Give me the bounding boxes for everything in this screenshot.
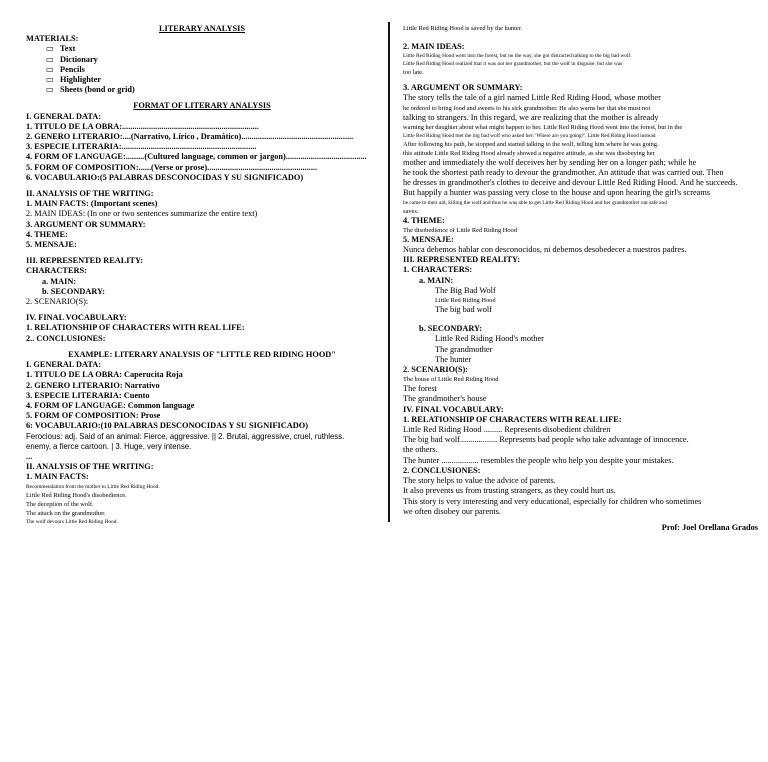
left-column: [26, 24, 378, 526]
format-line: b. SECONDARY:: [42, 286, 106, 296]
list-item: ▭ Sheets (bond or grid): [46, 85, 135, 95]
main-idea-line: Little Red Riding Hood realized that it was not her grandmother, but the wolf in disguise, but she was: [403, 61, 623, 68]
column-divider: [388, 22, 390, 522]
argument-line: talking to strangers. In this regard, we are realizing that the mother is already: [403, 112, 659, 122]
format-line: 1. MAIN FACTS: (Important scenes): [26, 199, 158, 209]
relationship-item: The hunter .................. resembles the people who help you despite your mistakes.: [403, 455, 674, 465]
example-line: 3. ESPECIE LITERARIA: Cuento: [26, 390, 150, 400]
main-ideas-heading: 2. MAIN IDEAS:: [403, 42, 465, 51]
reality-heading: III. REPRESENTED REALITY:: [403, 255, 521, 265]
example-line: 2. GENERO LITERARIO: Narrativo: [26, 380, 160, 390]
example-line: II. ANALYSIS OF THE WRITING:: [26, 462, 154, 472]
list-item: ▭ Highlighter: [46, 75, 102, 85]
scenario-item: The grandmother's house: [403, 394, 487, 404]
example-line: 6: VOCABULARIO:(10 PALABRAS DESCONOCIDAS Y SU SIGNIFICADO): [26, 421, 308, 431]
relationship-item: The big bad wolf.................. Represents bad people who take advantage of innocence.: [403, 435, 689, 445]
conclusion-item: The story helps to value the advice of parents.: [403, 476, 556, 486]
fact-item: The deception of the wolf.: [26, 500, 94, 508]
main-idea-line: Little Red Riding Hood went into the forest, but on the way, she got distracted talking to the big bad wolf.: [403, 53, 632, 60]
vocab-line: Ferocious: adj. Said of an animal: Fierce, aggressive. || 2. Brutal, aggressive, cruel, ruthless.: [26, 431, 345, 441]
character-item: Little Red Riding Hood: [435, 297, 496, 305]
argument-line: this attitude Little Red Riding Hood already showed a negative attitude, as she was disobeying her: [403, 149, 655, 157]
secondary-heading: b. SECONDARY:: [419, 324, 483, 334]
fact-item: The attack on the grandmother.: [26, 509, 106, 517]
argument-line: warning her daughter about what might happen to her. Little Red Riding Hood went into the forest, but in the: [403, 123, 683, 131]
checkbox-icon: ▭: [46, 54, 54, 64]
theme-heading: 4. THEME:: [403, 215, 445, 225]
character-item: The big bad wolf: [435, 305, 492, 315]
format-line: 4. THEME:: [26, 229, 68, 239]
example-line: 1. TITULO DE LA OBRA: Caperucita Roja: [26, 370, 183, 380]
mensaje-heading: 5. MENSAJE:: [403, 234, 454, 244]
argument-line: he dresses in grandmother's clothes to deceive and devour Little Red Riding Hood. And he succeeds.: [403, 178, 738, 188]
argument-line: he ordered to bring food and sweets to his sick grandmother. He also warns her that she must not: [403, 104, 651, 112]
character-item: The Big Bad Wolf: [435, 285, 496, 295]
format-line: 3. ESPECIE LITERARIA:.................................................................: [26, 142, 257, 152]
format-line: 2. SCENARIO(S):: [26, 297, 89, 307]
scenario-heading: 2. SCENARIO(S):: [403, 365, 468, 375]
argument-line: saves.: [403, 207, 419, 215]
relationship-item: Little Red Riding Hood ......... Represents disobedient children: [403, 425, 611, 435]
format-line: 1. TITULO DE LA OBRA:..................................................................: [26, 121, 259, 131]
format-line: IV. FINAL VOCABULARY:: [26, 313, 127, 323]
format-line: II. ANALYSIS OF THE WRITING:: [26, 189, 154, 199]
vocab-line: enemy, a fierce cartoon. | 3. Huge, very intense.: [26, 441, 192, 451]
format-line: 2. MAIN IDEAS: (In one or two sentences summarize the entire text): [26, 209, 258, 219]
character-item: Little Red Riding Hood's mother: [435, 334, 544, 344]
fact-item: The wolf devours Little Red Riding Hood.: [26, 518, 118, 525]
example-line: 4. FORM OF LANGUAGE: Common language: [26, 400, 195, 410]
format-line: 6. VOCABULARIO:(5 PALABRAS DESCONOCIDAS Y SU SIGNIFICADO): [26, 172, 304, 182]
conclusions-heading: 2. CONCLUSIONES:: [403, 465, 481, 475]
format-line: 4. FORM OF LANGUAGE:.........(Cultured language, common or jargon).......................................: [26, 152, 367, 162]
checkbox-icon: ▭: [46, 85, 54, 95]
final-vocab-heading: IV. FINAL VOCABULARY:: [403, 404, 504, 414]
materials-list: [26, 44, 378, 95]
mensaje-text: Nunca debemos hablar con desconocidos, ni debemos desobedecer a nuestros padres.: [403, 245, 687, 255]
argument-line: he came to their aid, killing the wolf and thus he was able to get Little Red Riding Hood and her grandmother out safe and: [403, 199, 667, 206]
list-item: ▭ Pencils: [46, 64, 85, 74]
argument-line: The story tells the tale of a girl named Little Red Riding Hood, whose mother: [403, 93, 661, 103]
scenario-item: The house of Little Red Riding Hood: [403, 376, 499, 384]
format-line: a. MAIN:: [42, 276, 77, 286]
list-item: ▭ Dictionary: [46, 54, 98, 64]
conclusion-item: This story is very interesting and very educational, especially for children who sometimes: [403, 496, 702, 506]
format-line: 3. ARGUMENT OR SUMMARY:: [26, 219, 146, 229]
right-column: [403, 24, 758, 533]
conclusion-item: It also prevents us from trusting strangers, as they could hurt us.: [403, 486, 616, 496]
theme-text: The disobedience of Little Red Riding Hood: [403, 226, 517, 234]
example-line: 1. MAIN FACTS:: [26, 472, 89, 482]
relationship-heading: 1. RELATIONSHIP OF CHARACTERS WITH REAL LIFE:: [403, 414, 622, 424]
format-line: I. GENERAL DATA:: [26, 111, 102, 121]
format-line: CHARACTERS:: [26, 266, 87, 276]
format-line: 5. FORM OF COMPOSITION:......(Verse or prose).....................................................: [26, 162, 318, 172]
argument-line: Little Red Riding Hood met the big bad wolf who asked her: 'Where are you going?'. Little Red Riding Hood instead: [403, 132, 656, 139]
document-title: LITERARY ANALYSIS: [158, 24, 245, 33]
argument-heading: 3. ARGUMENT OR SUMMARY:: [403, 83, 523, 93]
characters-heading: 1. CHARACTERS:: [403, 265, 473, 275]
format-line: 2. GENERO LITERARIO:....(Narrativo, Lírico , Dramático)......................................................: [26, 132, 354, 142]
checkbox-icon: ▭: [46, 75, 54, 85]
argument-line: mother and immediately the wolf deceives her by sending her on a longer path; while he: [403, 157, 697, 167]
example-title: EXAMPLE: LITERARY ANALYSIS OF "LITTLE RED RIDING HOOD": [68, 349, 336, 359]
relationship-item: the others.: [403, 445, 438, 455]
fact-item: Recommendation from the mother to Little Red Riding Hood.: [26, 483, 160, 490]
main-idea-line: too late.: [403, 69, 424, 77]
argument-line: he took the shortest path ready to devour the grandmother. An attitude that was carried out. Then: [403, 168, 724, 178]
argument-line: After following his path, he stopped and started talking to the wolf, telling him where he was going.: [403, 140, 659, 148]
example-line: 5. FORM OF COMPOSITION: Prose: [26, 411, 161, 421]
checkbox-icon: ▭: [46, 64, 54, 74]
list-item: ▭ Text: [46, 44, 76, 54]
format-title: FORMAT OF LITERARY ANALYSIS: [133, 101, 271, 111]
character-item: The grandmother: [435, 344, 493, 354]
format-line: 5. MENSAJE:: [26, 240, 77, 250]
format-line: III. REPRESENTED REALITY:: [26, 256, 144, 266]
materials-heading: MATERIALS:: [26, 34, 79, 44]
checkbox-icon: ▭: [46, 44, 54, 54]
main-heading: a. MAIN:: [419, 275, 454, 285]
character-item: The hunter: [435, 354, 472, 364]
argument-line: But happily a hunter was passing very close to the house and upon hearing the girl's screams: [403, 188, 711, 198]
scenario-item: The forest: [403, 384, 437, 394]
format-line: 1. RELATIONSHIP OF CHARACTERS WITH REAL LIFE:: [26, 323, 245, 333]
example-line: I. GENERAL DATA:: [26, 360, 102, 370]
fact-item: Little Red Riding Hood's disobedience.: [26, 491, 127, 499]
dots: ...: [26, 451, 33, 461]
saved-line: Little Red Riding Hood is saved by the hunter.: [403, 25, 523, 32]
signature: Prof: Joel Orellana Grados: [661, 522, 758, 532]
conclusion-item: we often disobey our parents.: [403, 506, 501, 516]
format-line: 2.. CONCLUSIONES:: [26, 333, 106, 343]
